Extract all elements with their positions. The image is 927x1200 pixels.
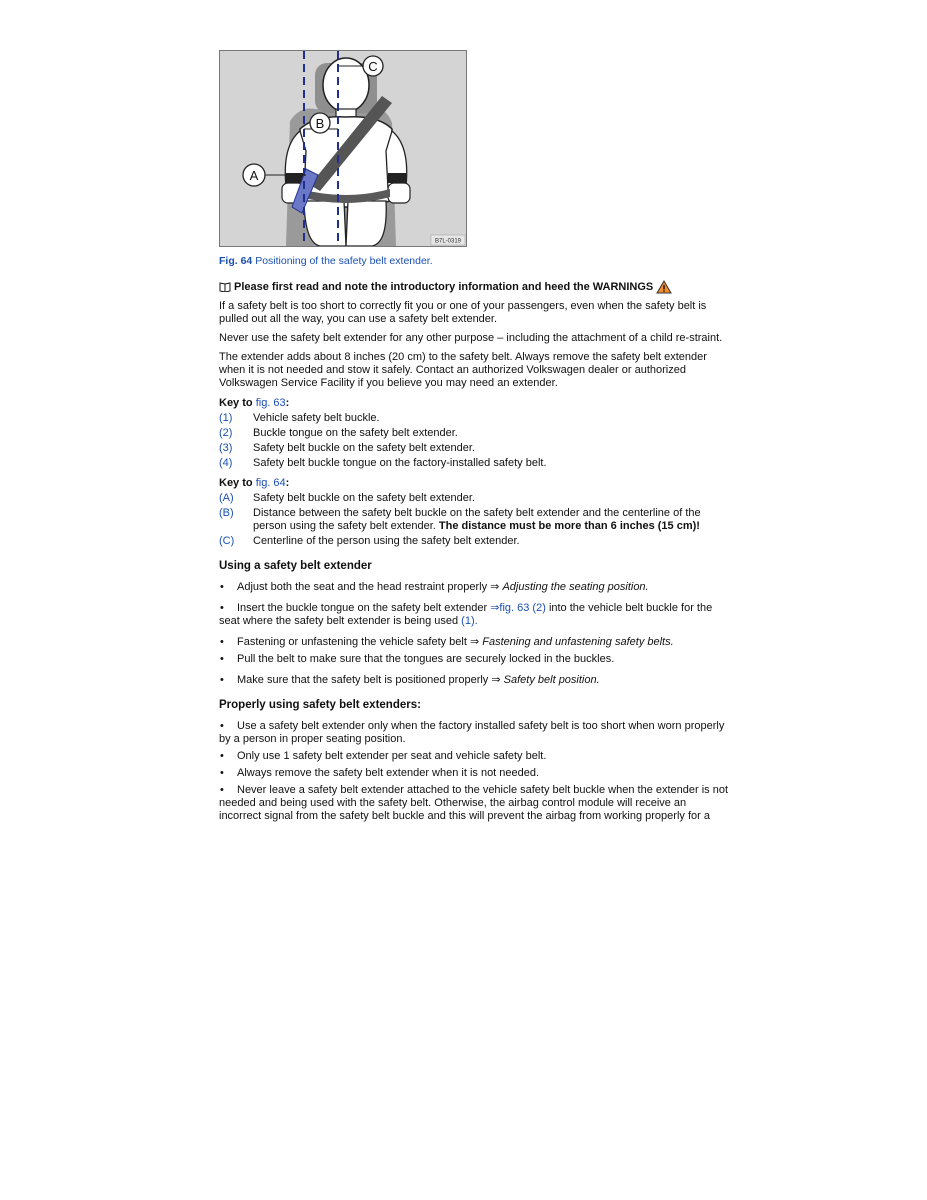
intro-note (219, 280, 731, 294)
list-item: • Make sure that the safety belt is positioned properly ⇒ Safety belt position. (220, 674, 600, 686)
list-item: • Never leave a safety belt extender attached to the vehicle safety belt buckle when the extender is not needed and being used with the safety belt. Otherwise, the airbag control module will receive an incorrect signal from the safety belt buckle and this will prevent the airbag from working properly for a (219, 784, 729, 822)
seating-position-link[interactable]: Adjusting the seating position. (502, 581, 649, 593)
list-item: • Use a safety belt extender only when the factory installed safety belt is too short when worn properly by a person in proper seating position. (219, 720, 725, 745)
fig63-2-link[interactable]: fig. 63 (2) (499, 602, 546, 614)
belt-position-link[interactable]: Safety belt position. (503, 674, 600, 686)
fig64-link[interactable]: fig. 64 (255, 477, 286, 489)
key-item-1: (1) Vehicle safety belt buckle. (219, 412, 380, 424)
key-item-b: (B) Distance between the safety belt buckle on the safety belt extender and the centerline of the person using the safety belt extender. The distance must be more than 6 inches (15 cm)! (219, 507, 701, 532)
svg-text:B: B (315, 116, 325, 131)
svg-text:C: C (368, 59, 378, 74)
distance-warning: The distance must be more than 6 inches (15 cm)! (438, 520, 700, 532)
list-item: • Only use 1 safety belt extender per seat and vehicle safety belt. (220, 750, 547, 762)
key-item-4: (4) Safety belt buckle tongue on the factory-installed safety belt. (219, 457, 547, 469)
key-to-fig64-title: Key to fig. 64: (219, 477, 290, 489)
list-item: • Insert the buckle tongue on the safety belt extender ⇒fig. 63 (2) into the vehicle belt buckle for the seat where the safety belt extender is being used (1). (219, 602, 713, 627)
svg-text:A: A (249, 168, 259, 183)
warning-triangle-icon[interactable] (656, 280, 672, 294)
seated-dummy-illustration (220, 51, 466, 246)
list-item: • Always remove the safety belt extender when it is not needed. (220, 767, 540, 779)
key-item-c: (C) Centerline of the person using the safety belt extender. (219, 535, 520, 547)
section-using-extender-title: Using a safety belt extender (219, 560, 372, 572)
list-item: • Adjust both the seat and the head restraint properly ⇒ Adjusting the seating position. (220, 581, 649, 593)
callout-a (243, 164, 265, 186)
list-item: • Pull the belt to make sure that the tongues are securely locked in the buckles. (220, 653, 615, 665)
figure-number: Fig. 64 (219, 255, 253, 267)
key-item-2: (2) Buckle tongue on the safety belt extender. (219, 427, 458, 439)
figure-64 (219, 50, 467, 247)
paragraph-3: The extender adds about 8 inches (20 cm) to the safety belt. Always remove the safety belt extender when it is not needed and stow it safely. Contact an authorized Volkswagen dealer or authorized Volkswagen Service Facility if you believe you may need an extender. (219, 351, 707, 389)
section-properly-using-title: Properly using safety belt extenders: (219, 699, 421, 711)
ref-1-link[interactable]: (1). (461, 615, 478, 627)
manual-page (219, 50, 731, 823)
figure-caption-text: Positioning of the safety belt extender. (255, 255, 433, 267)
paragraph-1: If a safety belt is too short to correctly fit you or one of your passengers, even when the safety belt is pulled out all the way, you can use a safety belt extender. (219, 300, 707, 325)
key-item-a: (A) Safety belt buckle on the safety belt extender. (219, 492, 475, 504)
paragraph-2: Never use the safety belt extender for any other purpose – including the attachment of a child re-straint. (219, 332, 723, 344)
figure-caption (219, 255, 731, 268)
callout-c (363, 56, 383, 76)
figure-code: B7L-0319 (434, 238, 462, 245)
fastening-link[interactable]: Fastening and unfastening safety belts. (482, 636, 674, 648)
callout-b (310, 113, 330, 133)
key-to-fig63-title: Key to fig. 63: (219, 397, 290, 409)
intro-text: Please first read and note the introductory information and heed the WARNINGS (234, 280, 654, 293)
book-icon (219, 282, 231, 292)
key-item-3: (3) Safety belt buckle on the safety belt extender. (219, 442, 475, 454)
list-item: • Fastening or unfastening the vehicle safety belt ⇒ Fastening and unfastening safety belts. (220, 636, 674, 648)
fig63-link[interactable]: fig. 63 (255, 397, 286, 409)
